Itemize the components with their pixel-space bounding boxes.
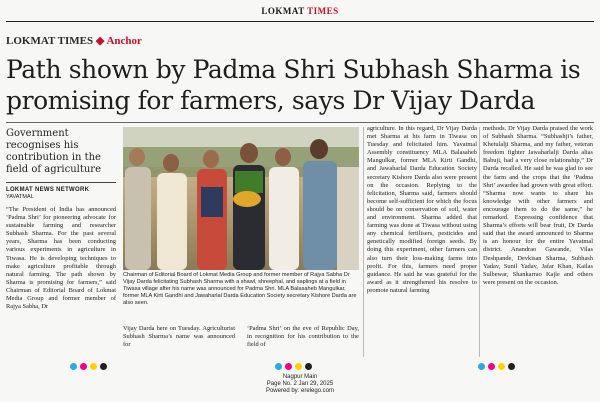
body-text-col3: agriculture. In this regard, Dr Vijay Darda met Sharma at his farm in Tiwasa on Tuesday and felicitated him. Yavatmal Assembly constituency MLA Balasaheb Mangulkar, former MLA Kirti Gandhi, and Jawaharlal Darda Education Society secretary Kishore Darda also were present on the occasion. Replying to the felicitation, Sharma said, farmers should become self-sufficient for which the focus should be on conservation of soil, water and environment. Sharma added that farming was done at Tiwasa without using any chemical fertilisers, pesticides and genetically modified foreign seeds. By doing this experiment, other farmers can also turn their loss-making farms into profit. For this, farmers need proper guidance. He said he was grateful for the award as it strengthened his resolve to promote natural farming: [367, 125, 477, 294]
top-rule: [6, 21, 594, 22]
yellow-dot: [498, 363, 505, 370]
dateline: YAVATMAL: [6, 194, 34, 200]
headline: Path shown by Padma Shri Subhash Sharma is promising for farmers, says Dr Vijay Darda: [6, 55, 581, 115]
column-separator: [479, 127, 480, 357]
black-dot: [100, 363, 107, 370]
body-text-col4: methods. Dr Vijay Darda praised the work of Subhash Sharma. “Subhashji’s father, Khetulalji Sharma, and my father, veteran freedom fighter Jawaharlalji Darda alias Babuji, had a very close relationship,” Dr Darda recalled. He said he was glad to see the farm and the crops that the ‘Padma Shri’ awardee had grown with great effort. “Sharma now wants to share his knowledge with other farmers and encourage them to do the same,” he remarked. Expressing confidence that Sharma’s efforts will bear fruit, Dr Darda said that the award announced to Sharma is an honour for the entire Yavatmal district. Anandrao Gawande, Vilas Deshpande, Devkisan Sharma, Subhash Yadav, Sunil Yadav, Jafar Khan, Kailas Sulbewar, Shankarrao Kajle and others were present on the occasion.: [483, 125, 593, 286]
byline-rule: [6, 182, 116, 183]
footer-powered: Powered by: erelego.com: [265, 388, 335, 394]
body-text-under-a: Vijay Darda here on Tuesday. Agriculturist Subhash Sharma’s name was announced for: [123, 325, 235, 349]
masthead: [0, 6, 600, 16]
magenta-dot: [488, 363, 495, 370]
masthead-brand: LOKMAT: [261, 6, 305, 16]
yellow-dot: [295, 363, 302, 370]
section-name: Anchor: [106, 35, 142, 47]
cyan-dot: [70, 363, 77, 370]
footer-edition: Nagpur Main: [282, 374, 318, 380]
byline: LOKMAT NEWS NETWORK: [6, 187, 90, 193]
news-photo: [123, 127, 359, 270]
left-column: [6, 128, 116, 311]
page-footer: [0, 374, 600, 395]
body-text-under-b: ‘Padma Shri’ on the eve of Republic Day, in recognition for his contribution to the field of: [247, 325, 359, 349]
section-bullet: ◆: [95, 35, 105, 47]
footer-page-date: Page No. 2 Jan 29, 2025: [266, 381, 334, 387]
cyan-dot: [478, 363, 485, 370]
cyan-dot: [275, 363, 282, 370]
column-separator: [363, 127, 364, 357]
registration-marks-center: [275, 363, 312, 370]
section-paper: LOKMAT TIMES: [6, 35, 94, 47]
headline-rule: [6, 122, 594, 123]
magenta-dot: [80, 363, 87, 370]
registration-marks-right: [478, 363, 515, 370]
registration-marks-left: [70, 363, 107, 370]
photo-illustration: [123, 127, 359, 270]
black-dot: [305, 363, 312, 370]
photo-caption: Chairman of Editorial Board of Lokmat Media Group and former member of Rajya Sabha Dr Vijay Darda felicitating Subhash Sharma with a shawl, shreephal, and saplings at a field in Tiwasa village after his name was announced for Padma Shri. MLA Balasaheb Mangulkar, former MLA Kirti Gandhi and Jawaharlal Darda Education Society secretary Kishore Darda are also seen.: [123, 272, 357, 307]
yellow-dot: [90, 363, 97, 370]
black-dot: [508, 363, 515, 370]
body-text-left: “The President of India has announced ‘Padma Shri’ for pioneering advocate for sustainable farming and researcher Subhash Sharma. For the past several years, Sharma has been conducting various experiments in agriculture in Tiwasa. He is developing techniques to make agriculture profitable through natural farming. The path shown by Sharma is promising for farmers,” said Chairman of Editorial Board of Lokmat Media Group and former member of Rajya Sabha, Dr: [6, 206, 116, 311]
magenta-dot: [285, 363, 292, 370]
masthead-brand-accent: TIMES: [307, 6, 339, 16]
section-tag: [6, 34, 142, 47]
subdeck: Government recognises his contribution in the field of agriculture: [6, 128, 102, 175]
